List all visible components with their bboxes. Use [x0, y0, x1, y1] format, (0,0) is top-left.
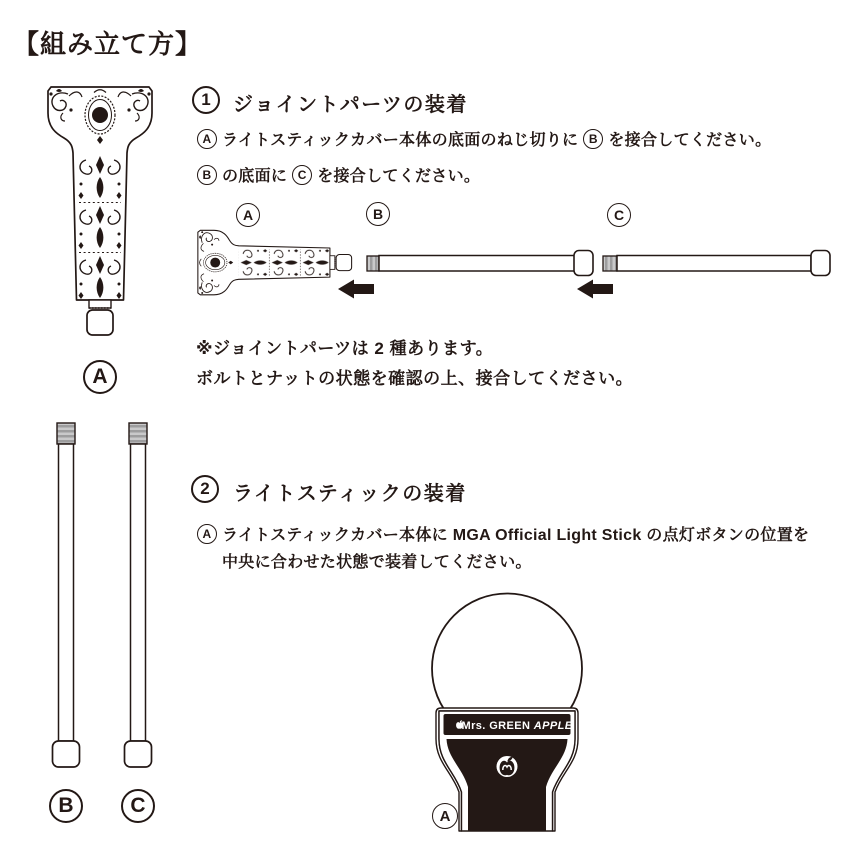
arrow-left-icon	[577, 280, 613, 299]
cover-horizontal	[198, 230, 352, 294]
joint-note-line1: ※ジョイントパーツは 2 種あります。	[196, 339, 494, 358]
joint-part-c-horizontal	[603, 251, 830, 276]
step2-heading: ライトスティックの装着	[233, 483, 467, 505]
damask-pattern	[68, 150, 132, 302]
step2-instruction-1	[197, 522, 809, 545]
cover-connector	[87, 310, 113, 335]
joint-part-stick	[125, 423, 152, 767]
lightstick-cover-illustration	[38, 84, 162, 340]
instruction-text: ライトスティックカバー本体に MGA Official Light Stick の点灯ボタンの位置を	[222, 527, 810, 544]
diagram-label-a: A	[236, 203, 260, 227]
step1-instruction-2	[197, 163, 480, 186]
part-badge-c: C	[292, 165, 312, 185]
instruction-text: を接合してください。	[317, 168, 481, 185]
step1-number: 1	[192, 86, 220, 114]
joint-part-b-horizontal	[367, 251, 593, 276]
part-badge-b: B	[583, 129, 603, 149]
instruction-text: の底面に	[222, 168, 288, 185]
step1-heading: ジョイントパーツの装着	[233, 94, 468, 116]
part-badge-b: B	[197, 165, 217, 185]
part-label-stick-c: C	[121, 789, 155, 823]
arrow-left-icon	[338, 280, 374, 299]
instruction-text: ライトスティックカバー本体の底面のねじ切りに	[222, 132, 579, 149]
part-label-cover-a: A	[83, 360, 117, 394]
instruction-text: を接合してください。	[608, 132, 772, 149]
cover-art	[48, 87, 152, 335]
joint-part-stick	[53, 423, 80, 767]
part-badge-a: A	[197, 129, 217, 149]
step2-instruction-2: 中央に合わせた状態で装着してください。	[222, 554, 532, 571]
part-label-stick-b: B	[49, 789, 83, 823]
lightstick-illustration	[413, 585, 613, 835]
cover-tube	[89, 300, 111, 308]
joint-note-line2: ボルトとナットの状態を確認の上、接合してください。	[196, 369, 634, 388]
assembly-diagram	[190, 198, 840, 322]
part-label-lightstick-a: A	[432, 803, 458, 829]
part-badge-a: A	[197, 524, 217, 544]
step2-number: 2	[191, 475, 219, 503]
brand-text: Mrs. GREEN APPLE	[461, 720, 573, 732]
page-title: 【組み立て方】	[13, 29, 203, 59]
diagram-label-c: C	[607, 203, 631, 227]
step1-instruction-1	[197, 127, 771, 150]
joint-parts-illustration	[38, 415, 162, 775]
diagram-label-b: B	[366, 202, 390, 226]
